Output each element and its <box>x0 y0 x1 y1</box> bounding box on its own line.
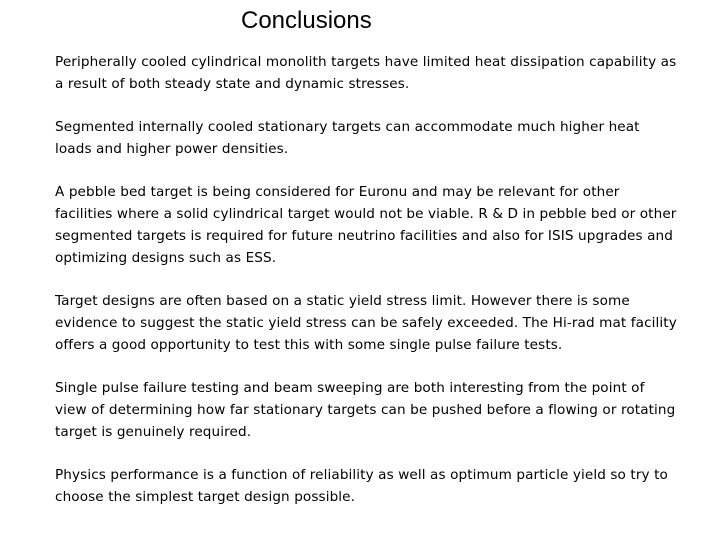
paragraph-monolith-targets: Peripherally cooled cylindrical monolith targets have limited heat dissipation capability as a result of both steady state and dynamic stresses. <box>55 54 677 92</box>
paragraph-physics-performance: Physics performance is a function of reliability as well as optimum particle yield so try to choose the simplest target design possible. <box>55 467 668 505</box>
paragraph-segmented-targets: Segmented internally cooled stationary targets can accommodate much higher heat loads and higher power densities. <box>55 119 640 157</box>
slide-title: Conclusions <box>241 7 372 34</box>
paragraph-static-yield-stress: Target designs are often based on a static yield stress limit. However there is some evidence to suggest the static yield stress can be safely exceeded. The Hi-rad mat facility offers a good opportunity to test this with some single pulse failure tests. <box>55 293 677 353</box>
paragraph-pebble-bed: A pebble bed target is being considered for Euronu and may be relevant for other facilities where a solid cylindrical target would not be viable. R & D in pebble bed or other segmented targets is required for future neutrino facilities and also for ISIS upgrades and optimizing designs such as ESS. <box>55 184 677 266</box>
slide-body <box>55 51 680 529</box>
paragraph-single-pulse-testing: Single pulse failure testing and beam sweeping are both interesting from the point of view of determining how far stationary targets can be pushed before a flowing or rotating target is genuinely required. <box>55 380 676 440</box>
